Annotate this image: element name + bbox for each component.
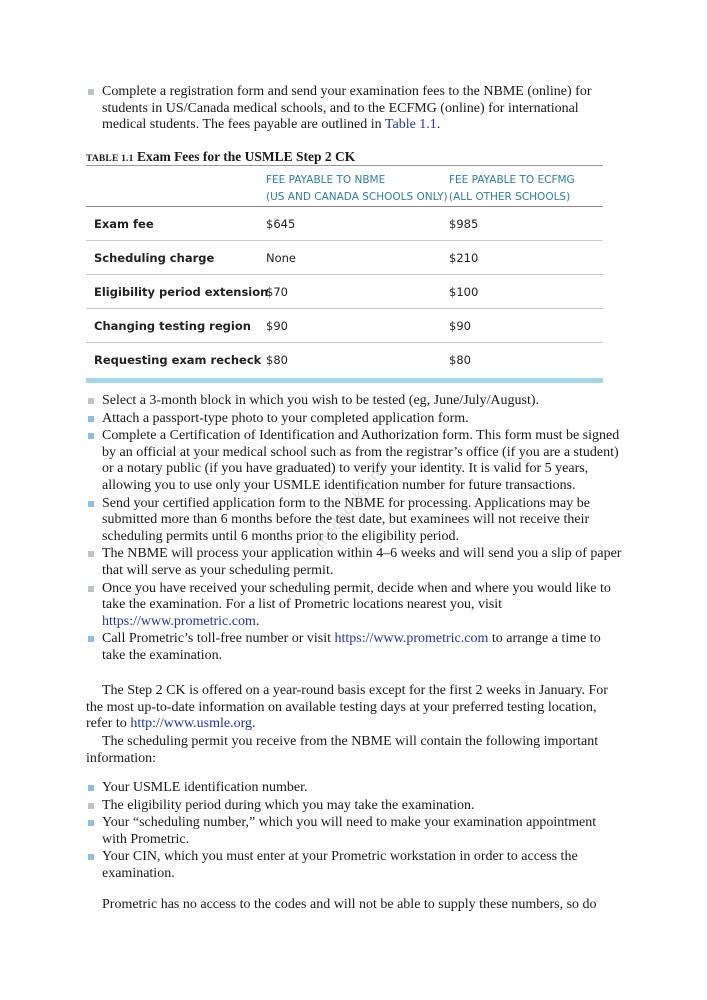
list-item: Your “scheduling number,” which you will need to make your examination appointment with Prometric. [86, 815, 610, 848]
table-bottom-bar [86, 378, 603, 383]
square-bullet-icon [88, 803, 94, 809]
table-reference-link[interactable]: Table 1.1 [384, 117, 437, 133]
square-bullet-icon [88, 433, 94, 439]
list-item: Your CIN, which you must enter at your Prometric workstation in order to access the examination. [86, 849, 610, 882]
square-bullet-icon [88, 785, 94, 791]
square-bullet-icon [88, 398, 94, 404]
square-bullet-icon [88, 501, 94, 507]
column-header-nbme: FEE PAYABLE TO NBME (US AND CANADA SCHOOLS ONLY) [266, 174, 448, 203]
square-bullet-icon [88, 416, 94, 422]
square-bullet-icon [88, 820, 94, 826]
usmle-link[interactable]: http://www.usmle.org [130, 716, 253, 732]
column-header-ecfmg: FEE PAYABLE TO ECFMG (ALL OTHER SCHOOLS) [449, 174, 575, 203]
list-item: The NBME will process your application within 4–6 weeks and will send you a slip of paper that will serve as your scheduling permit. [86, 546, 626, 579]
closing-paragraph: Prometric has no access to the codes and will not be able to supply these numbers, so do [102, 897, 597, 912]
registration-steps-list [86, 393, 626, 666]
paragraph: The scheduling permit you receive from the NBME will contain the following important information: [86, 734, 599, 766]
table-row: Exam fee $645 $985 [86, 207, 603, 241]
list-item: Select a 3-month block in which you wish to be tested (eg, June/July/August). [86, 393, 626, 410]
list-item: Once you have received your scheduling permit, decide when and where you would like to take the examination. For a list of Prometric locations nearest you, visit https://www.prometric.com. [86, 581, 626, 631]
table-label: TABLE 1.1 [86, 154, 134, 164]
exam-fee-table [86, 165, 603, 383]
prometric-link[interactable]: https://www.prometric.com [334, 631, 489, 647]
list-item: Call Prometric’s toll-free number or visit https://www.prometric.com to arrange a time to take the examination. [86, 631, 626, 664]
list-item: The eligibility period during which you may take the examination. [86, 798, 610, 815]
square-bullet-icon [88, 636, 94, 642]
table-row: Requesting exam recheck $80 $80 [94, 353, 471, 367]
table-caption [86, 149, 355, 165]
list-item: Complete a registration form and send your examination fees to the NBME (online) for students in US/Canada medical schools, and to the ECFMG (online) for international medical students. The fees payable are outlined in Table 1.1. [86, 84, 610, 134]
table-row: Scheduling charge None $210 [86, 241, 603, 275]
square-bullet-icon [88, 586, 94, 592]
table-row: Changing testing region $90 $90 [86, 309, 603, 343]
paragraph: The Step 2 CK is offered on a year-round basis except for the first 2 weeks in January. For the most up-to-date information on available testing days at your preferred testing location, refer to http://www.usmle.org. [86, 683, 608, 732]
table-row: Eligibility period extension $70 $100 [86, 275, 603, 309]
square-bullet-icon [88, 551, 94, 557]
prometric-link[interactable]: https://www.prometric.com [102, 613, 256, 629]
square-bullet-icon [88, 89, 94, 95]
registration-bullet-list [86, 84, 610, 135]
table-header [86, 166, 603, 207]
table-title: Exam Fees for the USMLE Step 2 CK [136, 149, 356, 164]
list-item: Attach a passport-type photo to your completed application form. [86, 411, 626, 428]
list-item: Send your certified application form to the NBME for processing. Applications may be submitted more than 6 months before the test date, but examinees will not receive their scheduling permits until 6 months prior to the eligibility period. [86, 496, 626, 546]
list-item: Complete a Certification of Identification and Authorization form. This form must be signed by an official at your medical school such as from the registrar’s office (if you are a student) or a notary public (if you have graduated) to verify your identity. It is valid for 5 years, allowing you to use only your USMLE identification number for future transactions. [86, 428, 626, 494]
list-item: Your USMLE identification number. [86, 780, 610, 797]
square-bullet-icon [88, 854, 94, 860]
permit-info-list [86, 780, 610, 884]
watermark: medbooksvn [311, 465, 385, 553]
